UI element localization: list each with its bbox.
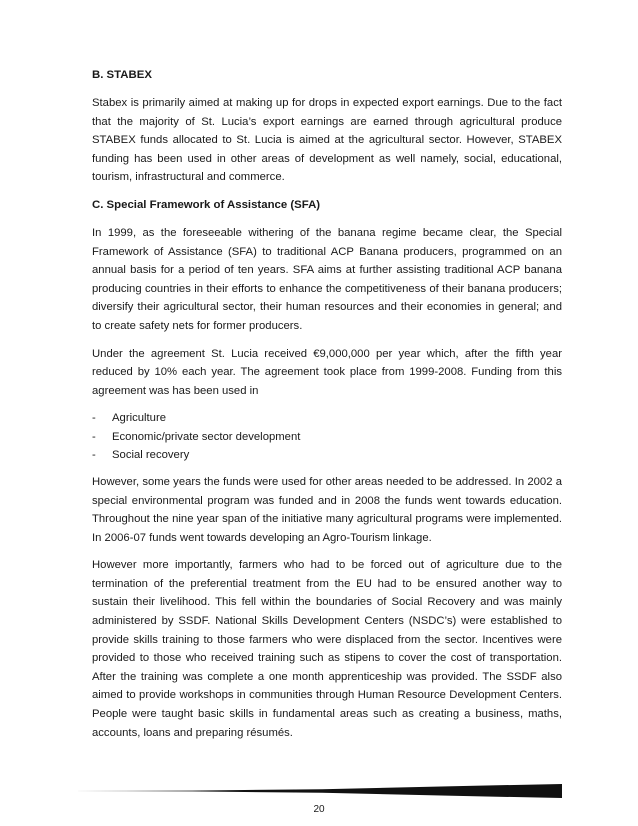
list-item-text: Social recovery (112, 448, 190, 461)
social-recovery-paragraph: However more importantly, farmers who had to be forced out of agriculture due to the termination of the preferential treatment from the EU had to be ensured another way to sustain their livelihood. This fell within the boundaries of Social Recovery and was mainly administered by SSDF. National Skills Development Centers (NSDC’s) were established to provide skills training to those farmers who were displaced from the sector. Incentives were provided to those who received training such as stipens to cover the cost of transportation. After the training was complete a one month apprenticeship was provided. The SSDF also aimed to provide workshops in communities through Human Resource Development Centers. People were taught basic skills in fundamental areas such as creating a business, maths, accounts, loans and preparing résumés. (92, 559, 562, 739)
footer-rule (72, 784, 562, 798)
sfa-agreement-paragraph: Under the agreement St. Lucia received €9,000,000 per year which, after the fifth year reduced by 10% each year. The agreement took place from 1999-2008. Funding from this agreement was has been used in (92, 347, 562, 397)
sfa-intro-paragraph: In 1999, as the foreseeable withering of the banana regime became clear, the Special Framework of Assistance (SFA) to traditional ACP Banana producers, programmed on an annual basis for a period of ten years. SFA aims at further assisting traditional ACP banana producing countries in their efforts to enhance the competitiveness of their banana producers; diversify their agricultural sector, their human resources and their economies in general; and to create safety nets for former producers. (92, 226, 562, 332)
list-item (92, 446, 562, 464)
funding-areas-list (92, 409, 562, 464)
list-item-text: Economic/private sector development (112, 430, 301, 443)
section-heading-sfa: C. Special Framework of Assistance (SFA) (92, 198, 321, 211)
list-item-text: Agriculture (112, 412, 166, 425)
list-dash: - (92, 430, 96, 443)
list-dash: - (92, 448, 96, 461)
list-item (92, 409, 562, 427)
document-page (92, 66, 562, 751)
other-uses-paragraph: However, some years the funds were used for other areas needed to be addressed. In 2002 a special environmental program was funded and in 2008 the funds went towards education. Throughout the nine year span of the initiative many agricultural programs were implemented. In 2006-07 funds went towards developing an Agro-Tourism linkage. (92, 475, 562, 544)
stabex-paragraph: Stabex is primarily aimed at making up for drops in expected export earnings. Due to the fact that the majority of St. Lucia’s export earnings are earned through agricultural produce STABEX funds allocated to St. Lucia is aimed at the agricultural sector. However, STABEX funding has been used in other areas of development as well namely, social, educational, tourism, infrastructural and commerce. (92, 97, 562, 184)
list-dash: - (92, 412, 96, 425)
list-item (92, 428, 562, 446)
section-heading-stabex: B. STABEX (92, 69, 152, 81)
page-number: 20 (313, 804, 325, 815)
